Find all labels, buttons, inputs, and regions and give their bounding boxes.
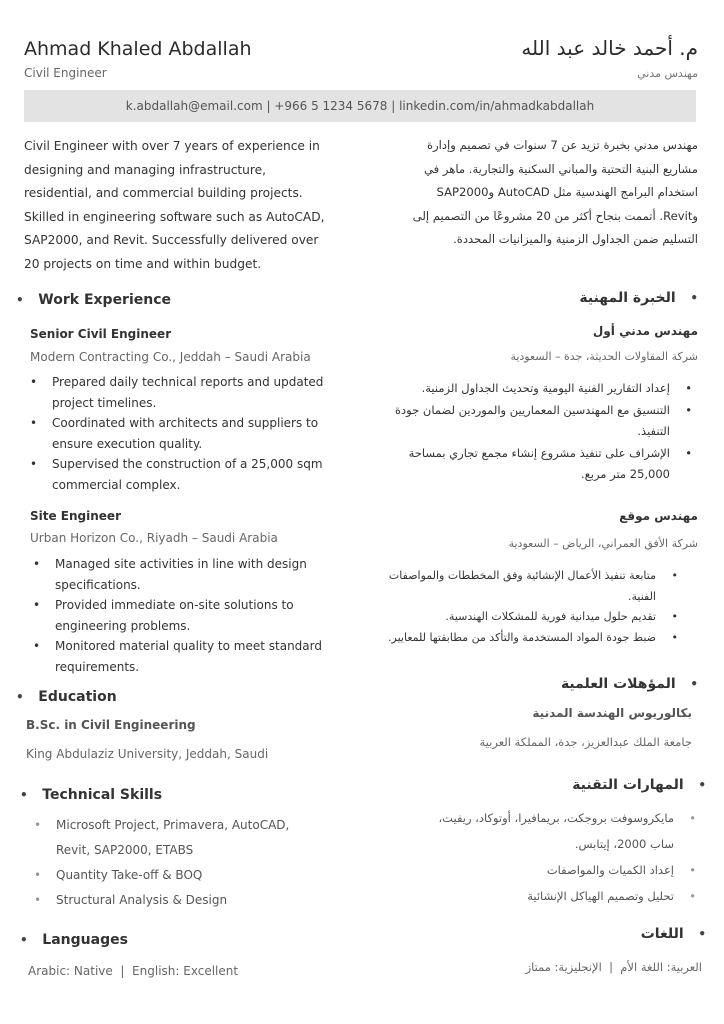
job-1-title-en: Senior Civil Engineer bbox=[30, 327, 172, 341]
job-2-bullets-en bbox=[27, 554, 357, 677]
list-item: • Monitored material quality to meet standard requirements. bbox=[27, 636, 357, 677]
section-heading-education-en: • Education bbox=[16, 689, 117, 705]
skills-list-en bbox=[28, 813, 348, 913]
job-2-company-ar: شركة الأفق العمراني، الرياض – السعودية bbox=[508, 537, 698, 550]
name-en: Ahmad Khaled Abdallah bbox=[24, 38, 252, 60]
section-heading-skills-ar: • المهارات التقنية bbox=[572, 777, 706, 793]
list-item: • الإشراف على تنفيذ مشروع إنشاء مجمع تجاري بمساحة 25,000 متر مربع. bbox=[368, 443, 698, 486]
list-item: • Supervised the construction of a 25,000 sqm commercial complex. bbox=[24, 454, 354, 495]
job-1-company-ar: شركة المقاولات الحديثة، جدة – السعودية bbox=[510, 350, 698, 363]
list-item: • Provided immediate on-site solutions to engineering problems. bbox=[27, 595, 357, 636]
list-item: • التنسيق مع المهندسين المعماريين والموردين لضمان جودة التنفيذ. bbox=[368, 400, 698, 443]
summary-line: residential, and commercial building projects. bbox=[24, 186, 303, 200]
job-2-bullets-ar bbox=[344, 566, 684, 648]
list-item: • Structural Analysis & Design bbox=[28, 888, 348, 913]
summary-line: designing and managing infrastructure, bbox=[24, 162, 267, 177]
section-heading-languages-en: • Languages bbox=[20, 932, 128, 948]
section-heading-languages-ar: • اللغات bbox=[640, 926, 706, 942]
summary-line: وRevit. أتممت بنجاح أكثر من 20 مشروعًا من التصميم إلى bbox=[412, 208, 698, 223]
list-item: • Prepared daily technical reports and updated project timelines. bbox=[24, 372, 354, 413]
list-item: • Microsoft Project, Primavera, AutoCAD, Revit, SAP2000, ETABS bbox=[28, 813, 348, 863]
job-title-en: Civil Engineer bbox=[24, 66, 107, 80]
summary-line: Skilled in engineering software such as AutoCAD, bbox=[24, 209, 325, 224]
summary-line: استخدام البرامج الهندسية مثل AutoCAD وSAP2000 bbox=[436, 185, 698, 199]
summary-line: 20 projects on time and within budget. bbox=[24, 256, 262, 271]
skills-list-ar bbox=[362, 805, 702, 909]
job-2-title-en: Site Engineer bbox=[30, 509, 121, 523]
school-en: King Abdulaziz University, Jeddah, Saudi bbox=[26, 747, 269, 761]
list-item: • متابعة تنفيذ الأعمال الإنشائية وفق المخططات والمواصفات الفنية. bbox=[344, 566, 684, 607]
summary-line: مهندس مدني بخبرة تزيد عن 7 سنوات في تصميم وإدارة bbox=[426, 138, 698, 152]
list-item: • Coordinated with architects and suppliers to ensure execution quality. bbox=[24, 413, 354, 454]
summary-line: Civil Engineer with over 7 years of experience in bbox=[24, 139, 320, 153]
list-item: • مايكروسوفت بروجكت، بريمافيرا، أوتوكاد، ريفيت، ساب 2000، إيتابس. bbox=[362, 805, 702, 857]
job-2-company-en: Urban Horizon Co., Riyadh – Saudi Arabia bbox=[30, 531, 278, 545]
job-1-company-en: Modern Contracting Co., Jeddah – Saudi Arabia bbox=[30, 350, 311, 364]
list-item: • Managed site activities in line with design specifications. bbox=[27, 554, 357, 595]
section-heading-work-ar: • الخبرة المهنية bbox=[579, 290, 698, 306]
degree-en: B.Sc. in Civil Engineering bbox=[26, 718, 196, 732]
languages-en: Arabic: Native | English: Excellent bbox=[28, 964, 239, 978]
list-item: • إعداد التقارير الفنية اليومية وتحديث الجداول الزمنية. bbox=[368, 378, 698, 400]
job-1-bullets-ar bbox=[368, 378, 698, 486]
name-ar: م. أحمد خالد عبد الله bbox=[521, 36, 698, 60]
summary-line: التسليم ضمن الجداول الزمنية والميزانيات المحددة. bbox=[453, 232, 698, 246]
list-item: • ضبط جودة المواد المستخدمة والتأكد من مطابقتها للمعايير. bbox=[344, 628, 684, 649]
job-1-bullets-en bbox=[24, 372, 354, 495]
list-item: • إعداد الكميات والمواصفات bbox=[362, 857, 702, 883]
school-ar: جامعة الملك عبدالعزيز، جدة، المملكة العربية bbox=[479, 735, 692, 749]
summary-ar bbox=[378, 134, 698, 252]
degree-ar: بكالوريوس الهندسة المدنية bbox=[532, 706, 692, 720]
list-item: • تقديم حلول ميدانية فورية للمشكلات الهندسية. bbox=[344, 607, 684, 628]
summary-line: مشاريع البنية التحتية والمباني السكنية والتجارية. ماهر في bbox=[423, 161, 698, 176]
list-item: • تحليل وتصميم الهياكل الإنشائية bbox=[362, 883, 702, 909]
section-heading-education-ar: • المؤهلات العلمية bbox=[560, 676, 698, 692]
section-heading-skills-en: • Technical Skills bbox=[20, 787, 163, 803]
job-1-title-ar: مهندس مدني أول bbox=[592, 324, 698, 338]
job-2-title-ar: مهندس موقع bbox=[619, 509, 698, 523]
list-item: • Quantity Take-off & BOQ bbox=[28, 863, 348, 888]
contact-bar: k.abdallah@email.com | +966 5 1234 5678 | linkedin.com/in/ahmadkabdallah bbox=[24, 90, 696, 122]
section-heading-work-en: • Work Experience bbox=[16, 292, 172, 308]
summary-line: SAP2000, and Revit. Successfully delivered over bbox=[24, 233, 319, 247]
job-title-ar: مهندس مدني bbox=[637, 67, 698, 80]
languages-ar: العربية: اللغة الأم | الإنجليزية: ممتاز bbox=[525, 960, 702, 974]
summary-en bbox=[24, 135, 344, 276]
